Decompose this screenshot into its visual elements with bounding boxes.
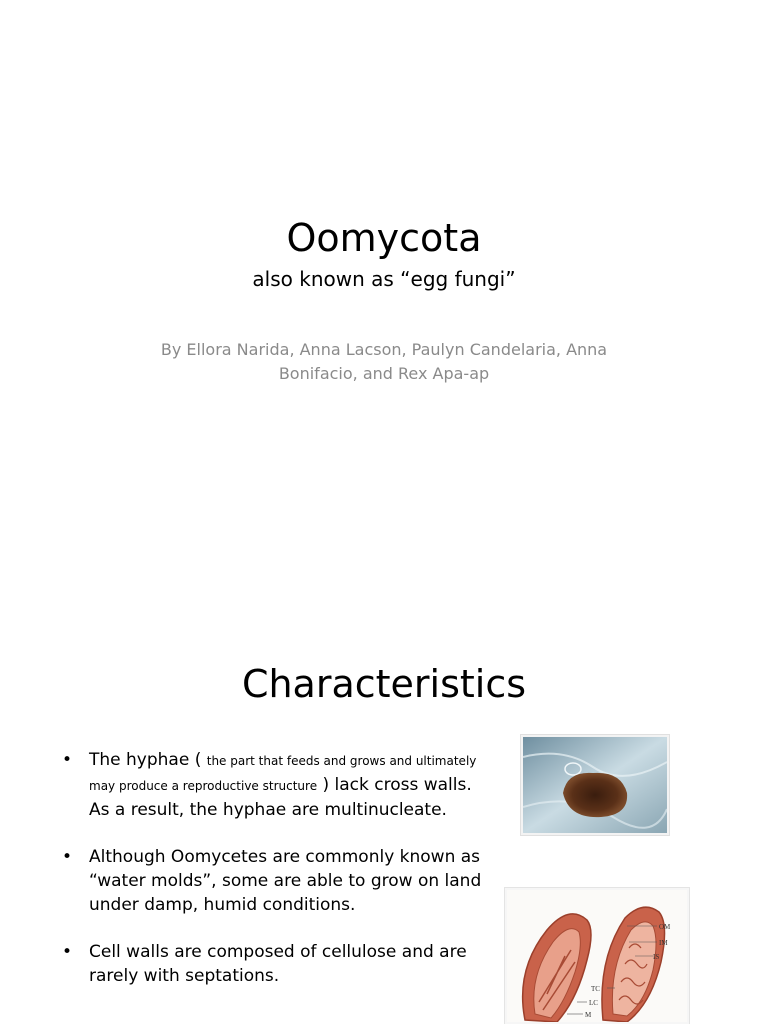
bullet-item [62,748,492,822]
bullet-item [62,940,492,988]
oomycete-micrograph-image [521,735,669,835]
diagram-label: IS [653,953,660,961]
bullet-icon: • [62,750,73,770]
characteristics-slide [0,576,768,1024]
diagram-label: LC [589,999,598,1007]
diagram-label: OM [659,923,671,931]
bullet-item [62,845,492,917]
bullet-text: Cell walls are composed of cellulose and are rarely with septations. [89,942,467,986]
authors-line: By Ellora Narida, Anna Lacson, Paulyn Candelaria, Anna Bonifacio, and Rex Apa-ap [160,340,608,383]
bullet-text: Although Oomycetes are commonly known as “water molds”, some are able to grow on land under damp, humid conditions. [89,847,482,915]
bullet-icon: • [62,942,73,962]
slide-subtitle: also known as “egg fungi” [252,267,516,291]
bullet-list [62,748,492,1011]
bullet-text-tail: ) lack cross walls. As a result, the hyphae are multinucleate. [89,775,472,820]
diagram-label: IM [659,939,668,947]
bullet-icon: • [62,847,73,867]
diagram-label: TC [591,985,600,993]
slide-title: Oomycota [286,216,482,260]
mitochondria-diagram-image [505,888,689,1024]
bullet-text-lead: The hyphae ( [89,750,207,770]
slide-heading: Characteristics [241,662,527,706]
bullet-text-aside: the part that feeds and grows and ultimately may produce a reproductive structure [89,754,477,793]
diagram-label: M [585,1011,592,1019]
